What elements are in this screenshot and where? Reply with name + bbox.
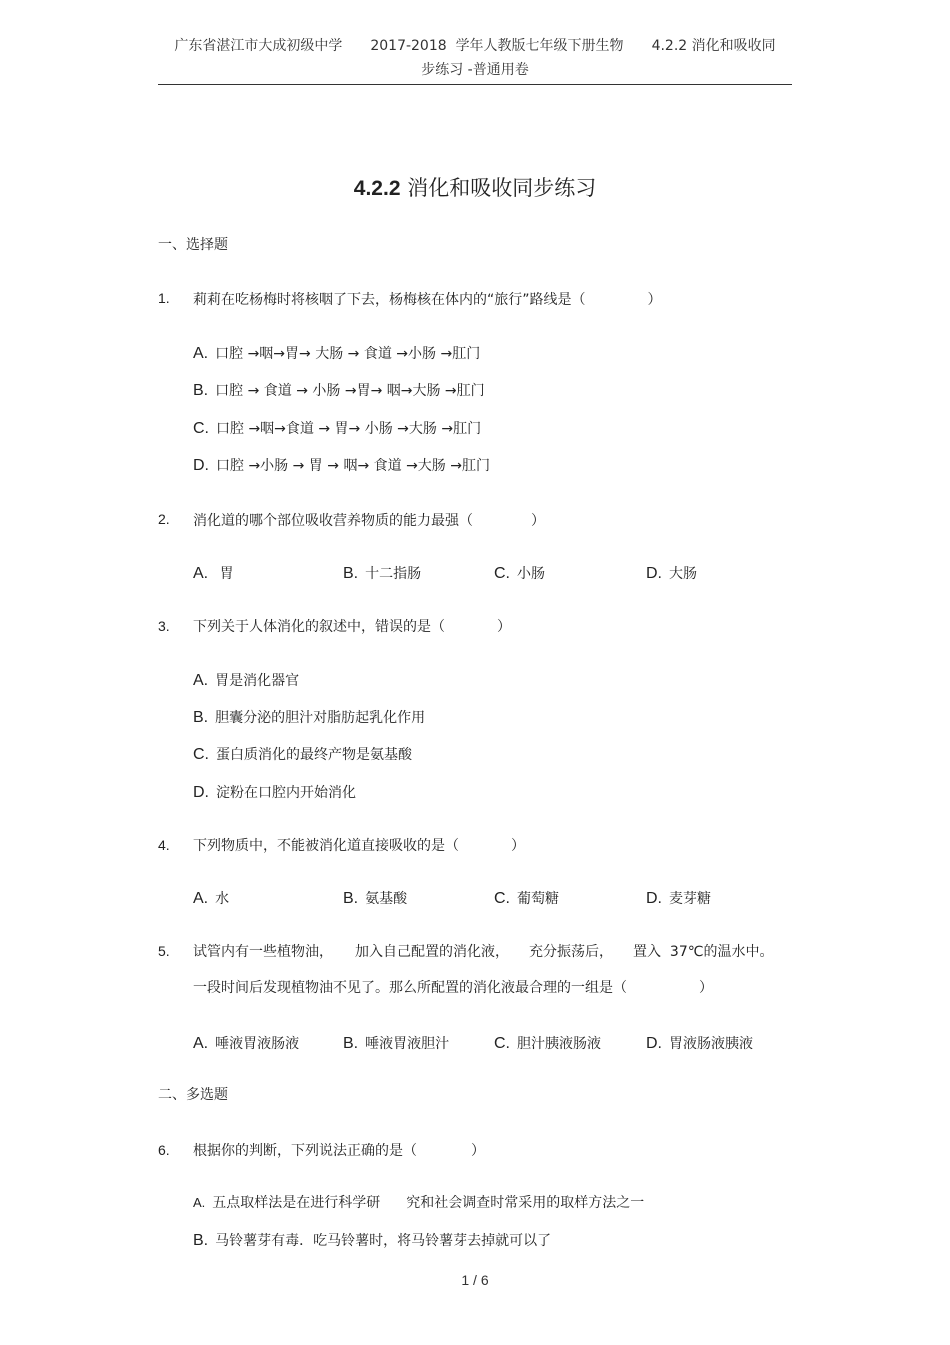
option-letter: A. (193, 1195, 206, 1210)
option-text: 口腔 →咽→胃→ 大肠 → 食道 →小肠 →肛门 (215, 346, 481, 362)
option-text: 究和社会调查时常采用的取样方法之一 (406, 1195, 645, 1211)
option-text: 口腔 →小肠 → 胃 → 咽→ 食道 →大肠 →肛门 (216, 458, 490, 474)
option-letter: A. (193, 672, 209, 689)
option-c[interactable] (193, 418, 481, 438)
header-divider (158, 84, 792, 85)
option-letter: B. (343, 890, 359, 907)
option-b[interactable] (343, 563, 421, 583)
option-letter: B. (193, 709, 209, 726)
page-number: 1 / 6 (461, 1272, 489, 1288)
question-number: 2. (158, 511, 170, 527)
option-letter: C. (193, 746, 209, 763)
page-header (158, 34, 792, 82)
option-text: 胃 (219, 566, 234, 582)
option-letter: C. (494, 1035, 510, 1052)
question-number: 3. (158, 618, 170, 634)
option-text: 氨基酸 (365, 891, 408, 907)
option-letter: A. (193, 890, 209, 907)
option-c[interactable] (494, 563, 545, 583)
option-b[interactable] (193, 707, 425, 727)
option-letter: C. (494, 890, 510, 907)
question-stem-part: 试管内有一些植物油， (193, 944, 333, 960)
question-stem: 下列物质中，不能被消化道直接吸收的是（ (193, 838, 459, 854)
option-text: 口腔 → 食道 → 小肠 →胃→ 咽→大肠 →肛门 (215, 383, 485, 399)
question-stem-part: 加入自己配置的消化液， (355, 944, 509, 960)
question-number: 6. (158, 1142, 170, 1158)
question-number: 5. (158, 943, 170, 959)
option-text: 口腔 →咽→食道 → 胃→ 小肠 →大肠 →肛门 (216, 421, 482, 437)
option-text: 胃是消化器官 (215, 673, 300, 689)
option-text: 小肠 (517, 566, 545, 582)
option-b[interactable] (193, 380, 485, 400)
title-number: 4.2.2 (353, 177, 401, 200)
question-stem-part: 37℃的温水中。 (669, 944, 774, 960)
option-b[interactable] (343, 888, 407, 908)
option-letter: D. (193, 457, 209, 474)
option-text: 水 (215, 891, 230, 907)
option-d[interactable] (193, 782, 356, 802)
question-stem: 一段时间后发现植物油不见了。那么所配置的消化液最合理的一组是（ (193, 980, 627, 996)
option-a[interactable] (193, 1192, 644, 1212)
option-b[interactable] (343, 1033, 449, 1053)
option-letter: C. (494, 565, 510, 582)
option-c[interactable] (494, 1033, 601, 1053)
section-heading-multi-choice: 二、多选题 (158, 1087, 228, 1103)
header-line-2: 步练习 -普通用卷 (421, 62, 529, 78)
option-text: 胃液肠液胰液 (669, 1036, 753, 1052)
option-a[interactable] (193, 670, 299, 690)
option-c[interactable] (494, 888, 559, 908)
question-number: 1. (158, 290, 170, 306)
option-a[interactable] (193, 1033, 299, 1053)
option-text: 麦芽糖 (669, 891, 711, 907)
question-paren-close: ） (471, 1143, 485, 1159)
option-a[interactable] (193, 563, 234, 583)
option-b[interactable] (193, 1230, 551, 1250)
option-letter: D. (646, 565, 662, 582)
option-letter: B. (193, 382, 209, 399)
option-d[interactable] (646, 888, 711, 908)
option-text: 马铃薯芽有毒．吃马铃薯时，将马铃薯芽去掉就可以了 (215, 1233, 552, 1249)
option-d[interactable] (646, 563, 697, 583)
question-text (193, 510, 545, 530)
option-letter: C. (193, 420, 209, 437)
question-text-line-1 (193, 941, 773, 961)
option-letter: A. (193, 565, 209, 582)
option-text: 淀粉在口腔内开始消化 (216, 785, 356, 801)
option-text: 十二指肠 (365, 566, 422, 582)
option-letter: A. (193, 1035, 209, 1052)
question-stem: 消化道的哪个部位吸收营养物质的能力最强（ (193, 513, 473, 529)
question-paren-close: ） (497, 619, 511, 635)
title-text: 消化和吸收同步练习 (407, 176, 597, 200)
question-stem: 根据你的判断，下列说法正确的是（ (193, 1143, 417, 1159)
option-text: 唾液胃液肠液 (215, 1036, 300, 1052)
option-a[interactable] (193, 888, 229, 908)
section-heading-single-choice: 一、选择题 (158, 237, 228, 253)
question-text-line-2 (193, 977, 713, 997)
question-text (193, 835, 525, 855)
header-school: 广东省湛江市大成初级中学 (174, 38, 343, 54)
question-text (193, 289, 662, 309)
option-text: 蛋白质消化的最终产物是氨基酸 (216, 747, 412, 763)
question-paren-close: ） (647, 292, 662, 308)
header-course: 学年人教版七年级下册生物 (455, 38, 624, 54)
question-paren-close: ） (699, 980, 713, 996)
option-letter: B. (343, 1035, 359, 1052)
question-text (193, 1140, 485, 1160)
page-title (0, 172, 950, 202)
question-paren-close: ） (511, 838, 525, 854)
option-text: 胆囊分泌的胆汁对脂肪起乳化作用 (215, 710, 426, 726)
option-letter: A. (193, 345, 209, 362)
option-text: 葡萄糖 (517, 891, 559, 907)
option-text: 唾液胃液胆汁 (365, 1036, 450, 1052)
option-a[interactable] (193, 343, 480, 363)
header-topic: 4.2.2 消化和吸收同 (651, 38, 776, 54)
question-paren-close: ） (531, 513, 545, 529)
header-line-1 (158, 34, 792, 58)
question-text (193, 616, 511, 636)
option-d[interactable] (193, 455, 490, 475)
option-letter: D. (193, 784, 209, 801)
option-letter: D. (646, 1035, 662, 1052)
option-letter: B. (343, 565, 359, 582)
option-c[interactable] (193, 744, 412, 764)
question-stem-part: 置入 (633, 944, 661, 960)
option-text: 胆汁胰液肠液 (517, 1036, 601, 1052)
option-text: 大肠 (669, 566, 697, 582)
question-stem: 下列关于人体消化的叙述中，错误的是（ (193, 619, 445, 635)
question-stem-part: 充分振荡后， (529, 944, 613, 960)
option-text: 五点取样法是在进行科学研 (212, 1195, 381, 1211)
header-year: 2017-2018 (370, 38, 447, 54)
question-stem: 莉莉在吃杨梅时将核咽了下去，杨梅核在体内的“旅行”路线是（ (193, 292, 586, 308)
option-letter: D. (646, 890, 662, 907)
option-letter: B. (193, 1232, 209, 1249)
question-number: 4. (158, 837, 170, 853)
option-d[interactable] (646, 1033, 753, 1053)
